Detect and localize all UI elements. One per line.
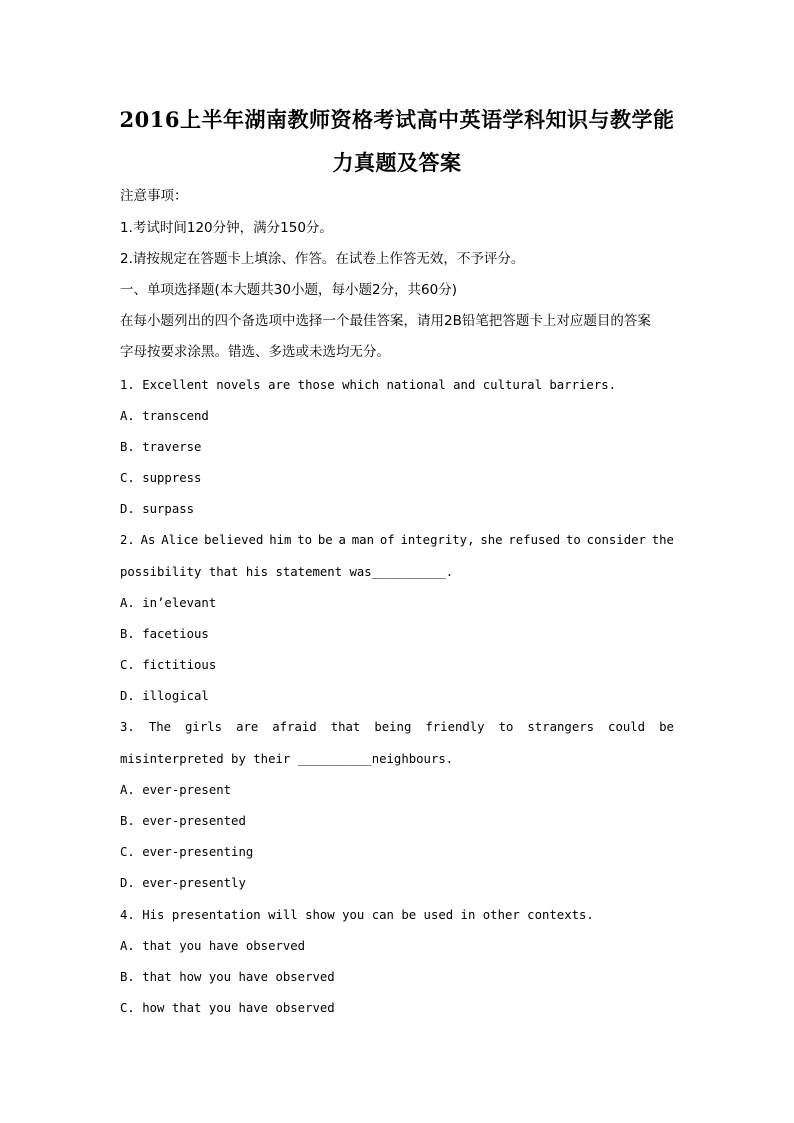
- notes-item-2: 2.请按规定在答题卡上填涂、作答。在试卷上作答无效，不予评分。: [120, 251, 525, 267]
- question-4-stem: 4. His presentation will show you can be used in other contexts.: [120, 908, 594, 922]
- word: to: [498, 720, 514, 734]
- word: that: [330, 720, 361, 734]
- word: The: [148, 720, 172, 734]
- question-1-option-b: B. traverse: [120, 440, 202, 454]
- question-2-option-c: C. fictitious: [120, 658, 217, 672]
- word: man: [351, 533, 374, 547]
- word: consider: [586, 533, 646, 547]
- word: be: [659, 720, 674, 734]
- word: 3.: [120, 720, 135, 734]
- question-1-option-a: A. transcend: [120, 409, 209, 423]
- question-3-option-c: C. ever-presenting: [120, 845, 254, 859]
- document-title-line-1: 2016上半年湖南教师资格考试高中英语学科知识与教学能: [119, 107, 675, 132]
- document-title-line-2: 力真题及答案: [332, 150, 462, 175]
- word: refused: [508, 533, 561, 547]
- word: being: [374, 720, 412, 734]
- notes-item-1: 1.考试时间120分钟，满分150分。: [120, 220, 333, 236]
- question-2-option-d: D. illogical: [120, 689, 209, 703]
- word: strangers: [527, 720, 595, 734]
- word: she: [480, 533, 503, 547]
- section-instruction-line-2: 字母按要求涂黑。错选、多选或未选均无分。: [120, 344, 390, 360]
- word: integrity,: [400, 533, 475, 547]
- word: friendly: [425, 720, 485, 734]
- word: a: [338, 533, 346, 547]
- word: Alice: [161, 533, 199, 547]
- word: him: [269, 533, 292, 547]
- question-1-option-d: D. surpass: [120, 502, 195, 516]
- word: the: [651, 533, 674, 547]
- question-2-stem-line-1: [120, 530, 674, 550]
- word: could: [608, 720, 646, 734]
- section-instruction-line-1: 在每小题列出的四个备选项中选择一个最佳答案，请用2B铅笔把答题卡上对应题目的答案: [120, 313, 651, 329]
- word: believed: [204, 533, 264, 547]
- question-2-stem-line-2: possibility that his statement was__________.: [120, 565, 454, 579]
- word: girls: [185, 720, 223, 734]
- word: afraid: [272, 720, 317, 734]
- question-2-option-a: A. in’elevant: [120, 596, 217, 610]
- word: 2.: [120, 533, 135, 547]
- question-3-stem-line-1: [120, 717, 674, 737]
- question-1-option-c: C. suppress: [120, 471, 202, 485]
- word: As: [140, 533, 156, 547]
- question-1-stem: 1. Excellent novels are those which national and cultural barriers.: [120, 378, 617, 392]
- word: be: [317, 533, 333, 547]
- question-3-option-a: A. ever-present: [120, 783, 232, 797]
- section-heading: 一、单项选择题(本大题共30小题，每小题2分，共60分): [120, 282, 457, 298]
- word: to: [297, 533, 313, 547]
- notes-heading: 注意事项：: [120, 188, 188, 204]
- question-4-option-b: B. that how you have observed: [120, 970, 335, 984]
- question-2-option-b: B. facetious: [120, 627, 209, 641]
- question-4-option-a: A. that you have observed: [120, 939, 306, 953]
- question-4-option-c: C. how that you have observed: [120, 1001, 335, 1015]
- word: of: [379, 533, 395, 547]
- question-3-option-b: B. ever-presented: [120, 814, 246, 828]
- question-3-option-d: D. ever-presently: [120, 876, 246, 890]
- word: to: [566, 533, 581, 547]
- question-3-stem-line-2: misinterpreted by their __________neighbours.: [120, 752, 454, 766]
- word: are: [236, 720, 259, 734]
